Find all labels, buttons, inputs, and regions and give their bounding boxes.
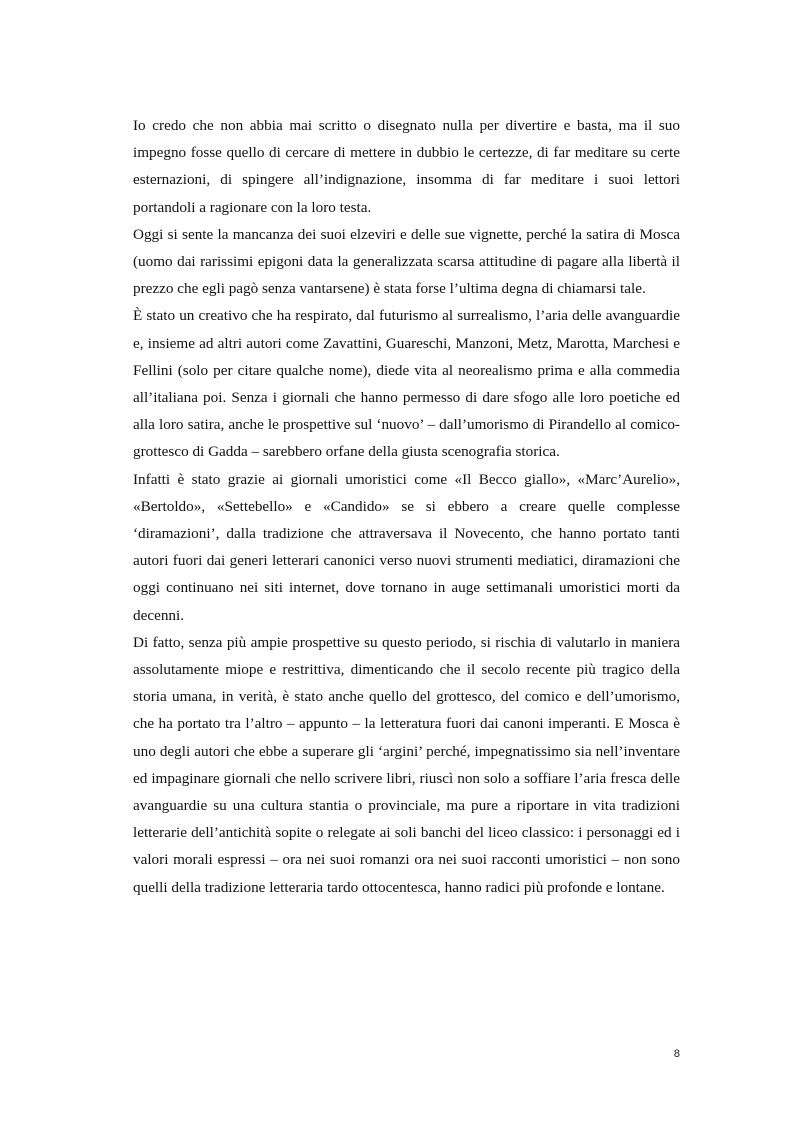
paragraph-4: Infatti è stato grazie ai giornali umoristici come «Il Becco giallo», «Marc’Aurelio», «Bertoldo», «Settebello» e «Candido» se si ebbero a creare quelle complesse ‘diramazioni’, dalla tradizione che attraversava il Novecento, che hanno portato tanti autori fuori dai generi letterari canonici verso nuovi strumenti mediatici, diramazioni che oggi continuano nei siti internet, dove tornano in auge settimanali umoristici morti da decenni. <box>133 470 680 624</box>
page-number: 8 <box>673 1048 680 1060</box>
paragraph-2: Oggi si sente la mancanza dei suoi elzeviri e delle sue vignette, perché la satira di Mosca (uomo dai rarissimi epigoni data la generalizzata scarsa attitudine di pagare alla libertà il prezzo che egli pagò senza vantarsene) è stata forse l’ultima degna di chiamarsi tale. <box>133 225 680 298</box>
paragraph-3: È stato un creativo che ha respirato, dal futurismo al surrealismo, l’aria delle avanguardie e, insieme ad altri autori come Zavattini, Guareschi, Manzoni, Metz, Marotta, Marchesi e Fellini (solo per citare qualche nome), diede vita al neorealismo prima e alla commedia all’italiana poi. Senza i giornali che hanno permesso di dare sfogo alle loro poetiche ed alla loro satira, anche le prospettive sul ‘nuovo’ – dall’umorismo di Pirandello al comico-grottesco di Gadda – sarebbero orfane della giusta scenografia storica. <box>133 307 680 461</box>
body-text <box>133 112 680 901</box>
paragraph-1: Io credo che non abbia mai scritto o disegnato nulla per divertire e basta, ma il suo impegno fosse quello di cercare di mettere in dubbio le certezze, di far meditare su certe esternazioni, di spingere all’indignazione, insomma di far meditare i suoi lettori portandoli a ragionare con la loro testa. <box>133 117 680 216</box>
paragraph-5: Di fatto, senza più ampie prospettive su questo periodo, si rischia di valutarlo in maniera assolutamente miope e restrittiva, dimenticando che il secolo recente più tragico della storia umana, in verità, è stato anche quello del grottesco, del comico e dell’umorismo, che ha portato tra l’altro – appunto – la letteratura fuori dai canoni imperanti. E Mosca è uno degli autori che ebbe a superare gli ‘argini’ perché, impegnatissimo sia nell’inventare ed impaginare giornali che nello scrivere libri, riuscì non solo a soffiare l’aria fresca delle avanguardie su una cultura stantia o provinciale, ma pure a riportare in vita tradizioni letterarie dell’antichità sopite o relegate ai soli banchi del liceo classico: i personaggi ed i valori morali espressi – ora nei suoi romanzi ora nei suoi racconti umoristici – non sono quelli della tradizione letteraria tardo ottocentesca, hanno radici più profonde e lontane. <box>133 633 680 896</box>
